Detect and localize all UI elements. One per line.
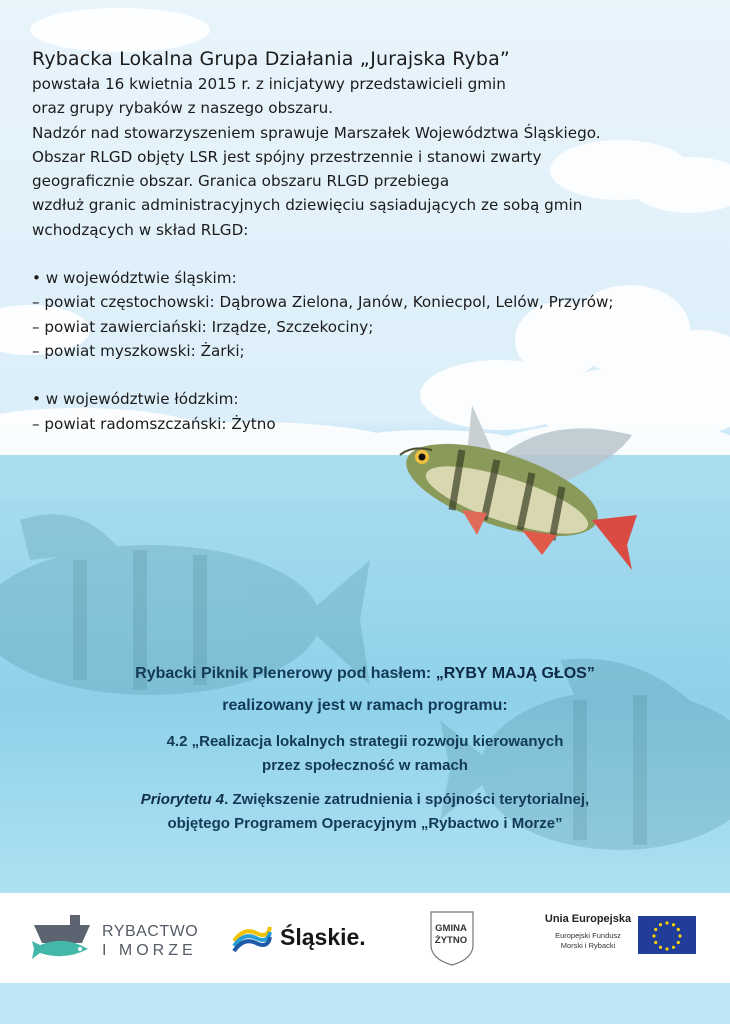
priority-description: . Zwiększenie zatrudnienia i spójności terytorialnej,: [224, 791, 590, 808]
program-intro-line: realizowany jest w ramach programu:: [222, 697, 508, 714]
priority-line-2: objętego Programem Operacyjnym „Rybactwo i Morze”: [167, 815, 563, 832]
gmina-zytno-logo: [428, 909, 478, 967]
list-item: – powiat radomszczański: Żytno: [32, 414, 276, 433]
program-info: [60, 662, 670, 836]
slaskie-wave-icon: [232, 919, 272, 955]
list-item: – powiat zawierciański: Irządze, Szczekociny;: [32, 317, 374, 336]
list-item: – powiat myszkowski: Żarki;: [32, 341, 245, 360]
description-line: powstała 16 kwietnia 2015 r. z inicjatywy przedstawicieli gmin: [32, 75, 506, 93]
measure-line-1: 4.2 „Realizacja lokalnych strategii rozwoju kierowanych: [166, 733, 564, 750]
association-description: [32, 46, 722, 436]
eu-title: Unia Europejska: [544, 913, 632, 925]
logo-footer: [0, 893, 730, 983]
priority-line-1: [60, 788, 670, 812]
gmina-label: GMINA: [435, 923, 467, 934]
description-line: Nadzór nad stowarzyszeniem sprawuje Marszałek Województwa Śląskiego.: [32, 123, 601, 142]
list-item: • w województwie łódzkim:: [32, 390, 239, 409]
list-item: – powiat częstochowski: Dąbrowa Zielona, Janów, Koniecpol, Lelów, Przyrów;: [32, 293, 614, 312]
slaskie-logo: [232, 919, 392, 955]
measure-text: [60, 730, 670, 778]
description-line: wzdłuż granic administracyjnych dziewięciu sąsiadujących ze sobą gmin: [32, 196, 583, 215]
priority-text: [60, 788, 670, 836]
eu-flag-icon: [638, 916, 696, 954]
bottom-strip: [0, 983, 730, 1024]
description-line: Obszar RLGD objęty LSR jest spójny przestrzennie i stanowi zwarty: [32, 147, 542, 166]
eu-fund-logo: [540, 913, 700, 961]
description-line: geograficznie obszar. Granica obszaru RLGD przebiega: [32, 172, 450, 191]
description-line: wchodzących w skład RLGD:: [32, 220, 249, 239]
description-line: oraz grupy rybaków z naszego obszaru.: [32, 99, 334, 118]
morze-label: I MORZE: [102, 942, 197, 959]
slaskie-label: Śląskie.: [280, 924, 366, 950]
event-slogan-line: [60, 662, 670, 686]
gmina-zytno-label: [428, 923, 474, 947]
event-slogan-prefix: Rybacki Piknik Plenerowy pod hasłem:: [135, 665, 436, 682]
list-item: • w województwie śląskim:: [32, 269, 237, 288]
eu-fund-line-1: Europejski Fundusz: [555, 931, 621, 940]
measure-line-2: przez społeczność w ramach: [262, 757, 468, 774]
rybactwo-label: RYBACTWO: [102, 923, 199, 940]
priority-label: Priorytetu 4: [140, 791, 225, 808]
event-slogan: „RYBY MAJĄ GŁOS”: [435, 665, 595, 682]
rybactwo-i-morze-logo: [30, 913, 215, 963]
page-title: Rybacka Lokalna Grupa Działania „Jurajska Ryba”: [32, 48, 510, 70]
fish-boat-icon: [30, 913, 100, 963]
eu-fund-line-2: Morski i Rybacki: [560, 941, 616, 950]
zytno-label: ŻYTNO: [434, 935, 468, 946]
